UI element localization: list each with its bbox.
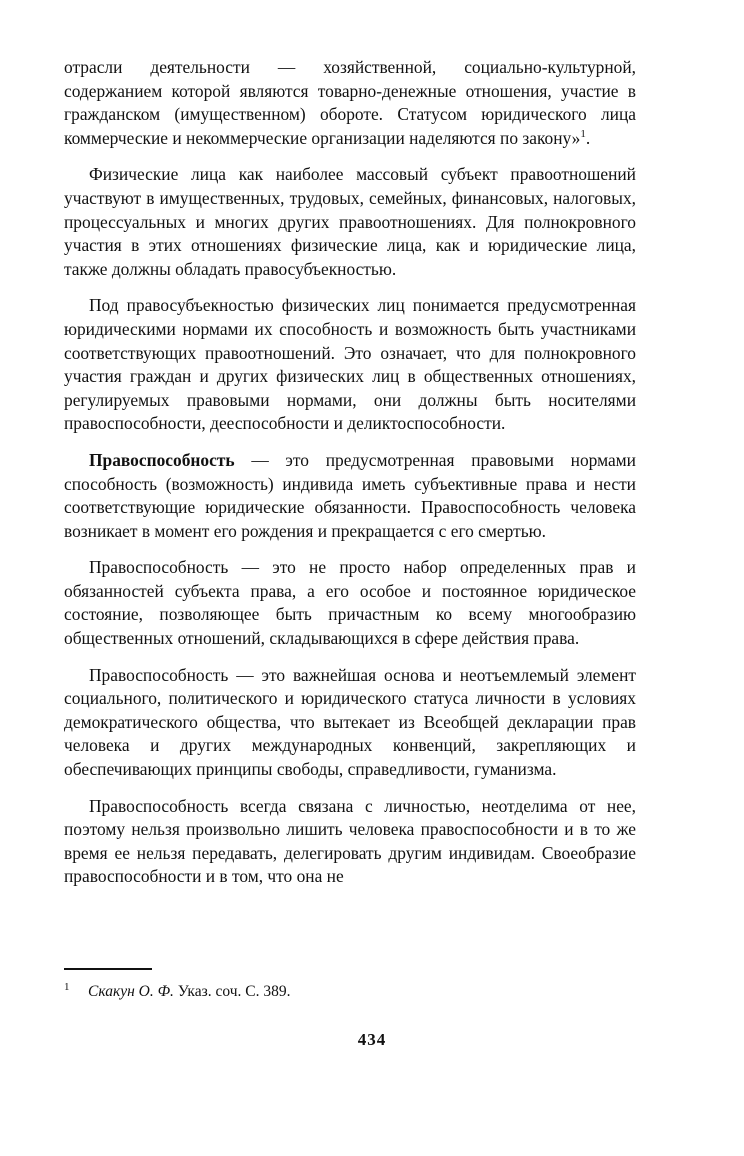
paragraph-7-text: Правоспособность всегда связана с личностью, неотделима от нее, поэтому нельзя произвольно лишить человека правоспособности и в то же время ее нельзя передавать, делегировать другим индивидам. Своеобразие правоспособности и в том, что она не [64,795,636,887]
page-number: 434 [357,1030,387,1049]
footnote-author: Скакун О. Ф. [88,983,174,1000]
paragraph-4-text: — это предусмотренная правовыми нормами способность (возможность) индивида иметь субъективные права и нести соответствующие юридические обязанности. Правоспособность человека возникает в момент его рождения и прекращается с его смертью. [64,449,636,541]
page-body [64,56,636,889]
paragraph-1-tail: . [585,127,591,148]
paragraph-2 [64,163,636,281]
paragraph-5 [64,556,636,650]
paragraph-5-text: Правоспособность — это не просто набор определенных прав и обязанностей субъекта права, а его особое и постоянное юридическое состояние, позволяющее быть причастным ко всему многообразию общественных отношений, складывающихся в сфере действия права. [64,557,636,649]
paragraph-7 [64,795,636,889]
paragraph-6-text: Правоспособность — это важнейшая основа и неотъемлемый элемент социального, политического и юридического статуса личности в условиях демократического общества, что вытекает из Всеобщей декларации прав человека и других международных конвенций, закрепляющих и обеспечивающих принципы свободы, справедливости, гуманизма. [64,664,636,780]
paragraph-4 [64,449,636,543]
paragraph-1-text: отрасли деятельности — хозяйственной, социально-культурной, содержанием которой являются товарно-денежные отношения, участие в гражданском (имущественном) обороте. Статусом юридического лица коммерческие и некоммерческие организации наделяются по закону» [64,57,636,148]
footnote-separator [64,968,152,970]
paragraph-3 [64,294,636,436]
paragraph-2-text: Физические лица как наиболее массовый субъект правоотношений участвуют в имущественных, трудовых, семейных, финансовых, налоговых, процессуальных и многих других правоотношениях. Для полнокровного участия в этих отношениях физические лица, как и юридические лица, также должны обладать правосубъекностью. [64,164,636,279]
paragraph-3-text: Под правосубъекностью физических лиц понимается предусмотренная юридическими нормами их способность и возможность быть участниками соответствующих правоотношений. Это означает, что для полнокровного участия граждан и других физических лиц в общественных отношениях, регулируемых правовыми нормами, они должны быть носителями правоспособности, дееспособности и деликтоспособности. [64,295,636,434]
paragraph-6 [64,664,636,782]
paragraph-1 [64,56,636,150]
defined-term: Правоспособность [89,449,235,470]
footnote: 1 Скакун О. Ф. Указ. соч. С. 389. [64,980,291,1000]
footnote-reference[interactable]: 1 [580,127,586,140]
footnote-text: Указ. соч. С. 389. [173,983,291,1000]
